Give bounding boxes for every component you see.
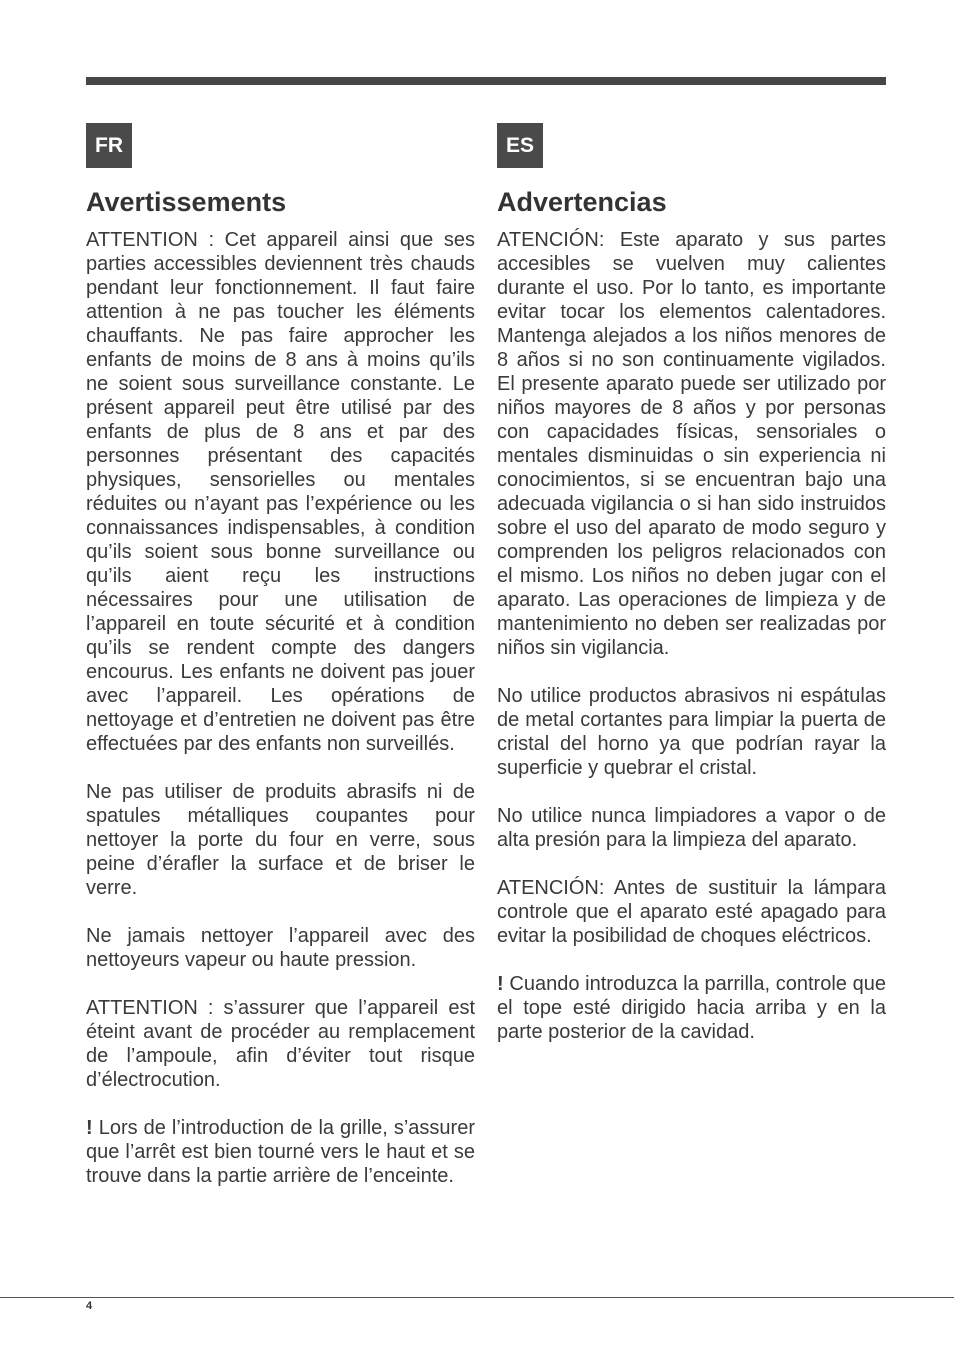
paragraph-es-2: No utilice productos abrasivos ni espátulas de metal cortantes para limpiar la puerta de cristal del horno ya que podrían rayar la superficie y quebrar el cristal. xyxy=(497,685,886,779)
language-badge-fr: FR xyxy=(86,123,132,168)
column-french xyxy=(86,123,475,1212)
section-title-es: Advertencias xyxy=(497,187,667,217)
header-rule xyxy=(86,77,886,85)
paragraph-es-5-text: Cuando introduzca la parrilla, controle que el tope esté dirigido hacia arriba y en la parte posterior de la cavidad. xyxy=(497,973,886,1043)
language-badge-es: ES xyxy=(497,123,543,168)
paragraph-fr-4: ATTENTION : s’assurer que l’appareil est éteint avant de procéder au remplacement de l’ampoule, afin d’éviter tout risque d’électrocution. xyxy=(86,997,475,1091)
paragraph-es-4: ATENCIÓN: Antes de sustituir la lámpara controle que el aparato esté apagado para evitar la posibilidad de choques eléctricos. xyxy=(497,877,886,947)
paragraph-fr-2: Ne pas utiliser de produits abrasifs ni de spatules métalliques coupantes pour nettoyer la porte du four en verre, sous peine d’érafler la surface et de briser le verre. xyxy=(86,781,475,899)
paragraph-fr-5-text: Lors de l’introduction de la grille, s’assurer que l’arrêt est bien tourné vers le haut et se trouve dans la partie arrière de l’enceinte. xyxy=(86,1117,475,1187)
paragraph-fr-5 xyxy=(86,1116,475,1188)
paragraph-es-1: ATENCIÓN: Este aparato y sus partes accesibles se vuelven muy calientes durante el uso. Por lo tanto, es importante evitar tocar los elementos calentadores. Mantenga alejados a los niños menores de 8 años si no son continuamente vigilados. El presente aparato puede ser utilizado por niños mayores de 8 años y por personas con capacidades físicas, sensoriales o mentales disminuidas o sin experiencia ni conocimientos, si se encuentran bajo una adecuada vigilancia o si han sido instruidos sobre el uso del aparato de modo seguro y comprenden los peligros relacionados con el mismo. Los niños no deben jugar con el aparato. Las operaciones de limpieza y de mantenimiento no deben ser realizadas por niños sin vigilancia. xyxy=(497,229,886,659)
paragraph-es-5 xyxy=(497,972,886,1044)
column-spanish xyxy=(497,123,886,1068)
footer-rule xyxy=(0,1297,954,1298)
paragraph-fr-1: ATTENTION : Cet appareil ainsi que ses parties accessibles deviennent très chauds pendant leur fonctionnement. Il faut faire attention à ne pas toucher les éléments chauffants. Ne pas faire approcher les enfants de moins de 8 ans à moins qu’ils ne soient sous surveillance constante. Le présent appareil peut être utilisé par des enfants de plus de 8 ans et par des personnes présentant des capacités physiques, sensorielles ou mentales réduites ou n’ayant pas l’expérience ou les connaissances indispensables, à condition qu’ils soient sous bonne surveillance ou qu’ils aient reçu les instructions nécessaires pour une utilisation de l’appareil en toute sécurité et à condition qu’ils se rendent compte des dangers encourus. Les enfants ne doivent pas jouer avec l’appareil. Les opérations de nettoyage et d’entretien ne doivent pas être effectuées par des enfants non surveillés. xyxy=(86,229,475,755)
paragraph-fr-3: Ne jamais nettoyer l’appareil avec des nettoyeurs vapeur ou haute pression. xyxy=(86,925,475,971)
exclamation-mark-icon: ! xyxy=(86,1117,93,1139)
paragraph-es-3: No utilice nunca limpiadores a vapor o de alta presión para la limpieza del aparato. xyxy=(497,805,886,851)
page-number: 4 xyxy=(86,1300,93,1312)
exclamation-mark-icon: ! xyxy=(497,973,504,995)
section-title-fr: Avertissements xyxy=(86,187,287,217)
